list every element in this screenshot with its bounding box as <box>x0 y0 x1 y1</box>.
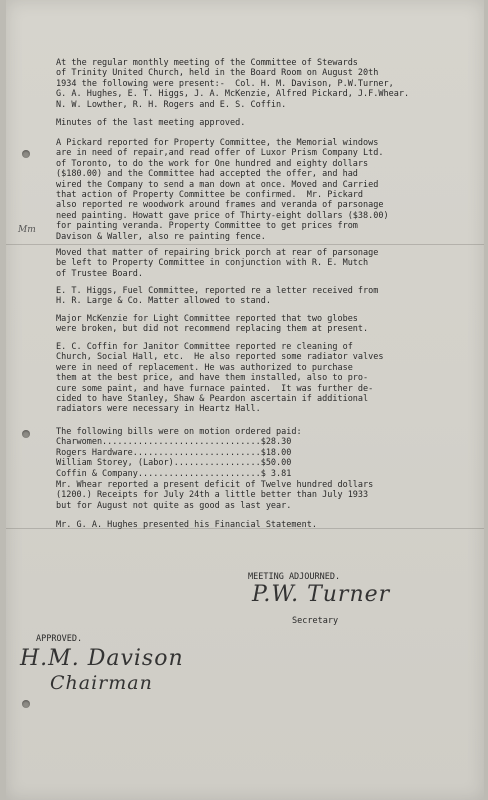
light-report: Major McKenzie for Light Committee reported that two globes were broken, but did not recommend replacing them at present. <box>56 314 369 335</box>
margin-note: Mm <box>18 225 36 235</box>
punch-hole <box>22 150 30 158</box>
fold-line <box>6 244 484 245</box>
secretary-signature: P.W. Turner <box>252 582 391 607</box>
approved-label: APPROVED. <box>36 634 83 644</box>
bills-list: The following bills were on motion ordered paid: Charwomen...............................$28.30 Rogers Hardware.........................$18.00 William Storey, (Labor).................$50.00 Coffin & Company........................$ 3.81 <box>56 427 302 479</box>
chairman-signature: H.M. Davison <box>20 646 184 671</box>
punch-hole <box>22 700 30 708</box>
deficit-report: Mr. Whear reported a present deficit of Twelve hundred dollars (1200.) Receipts for July 24th a little better than July 1933 but for August not quite as good as last year. <box>56 480 374 511</box>
financial-statement: Mr. G. A. Hughes presented his Financial Statement. <box>56 520 317 530</box>
porch-motion: Moved that matter of repairing brick porch at rear of parsonage be left to Property Committee in conjunction with R. E. Mutch of Trustee Board. <box>56 248 379 279</box>
punch-hole <box>22 430 30 438</box>
minutes-approved: Minutes of the last meeting approved. <box>56 118 246 128</box>
meeting-adjourned: MEETING ADJOURNED. <box>248 572 341 582</box>
property-report: A Pickard reported for Property Committee, the Memorial windows are in need of repair,and read offer of Luxor Prism Company Ltd. of Toronto, to do the work for One hundred and eighty dollars ($180.00) and the Committee had accepted the offer, and had wired the Company to send a man down at once. Moved and Carried that action of Property Committee be confirmed. Mr. Pickard also reported re woodwork around frames and veranda of parsonage need painting. Howatt gave price of Thirty-eight dollars ($38.00) for painting veranda. Property Committee to get prices from Davison & Waller, also re painting fence. <box>56 138 389 242</box>
attendance-paragraph: At the regular monthly meeting of the Committee of Stewards of Trinity United Church, held in the Board Room on August 20th 1934 the following were present:- Col. H. M. Davison, P.W.Turner, G. A. Hughes, E. T. Higgs, J. A. McKenzie, Alfred Pickard, J.F.Whear. N. W. Lowther, R. H. Rogers and E. S. Coffin. <box>56 58 410 110</box>
chairman-title: Chairman <box>50 672 153 694</box>
fuel-report: E. T. Higgs, Fuel Committee, reported re a letter received from H. R. Large & Co. Matter allowed to stand. <box>56 286 379 307</box>
janitor-report: E. C. Coffin for Janitor Committee reported re cleaning of Church, Social Hall, etc. He also reported some radiator valves were in need of replacement. He was authorized to purchase them at the best price, and have them installed, also to pro- cure some paint, and have furnace painted. It was further de- cided to have Stanley, Shaw & Peardon ascertain if additional radiators were necessary in Heartz Hall. <box>56 342 384 415</box>
secretary-title: Secretary <box>292 616 339 626</box>
